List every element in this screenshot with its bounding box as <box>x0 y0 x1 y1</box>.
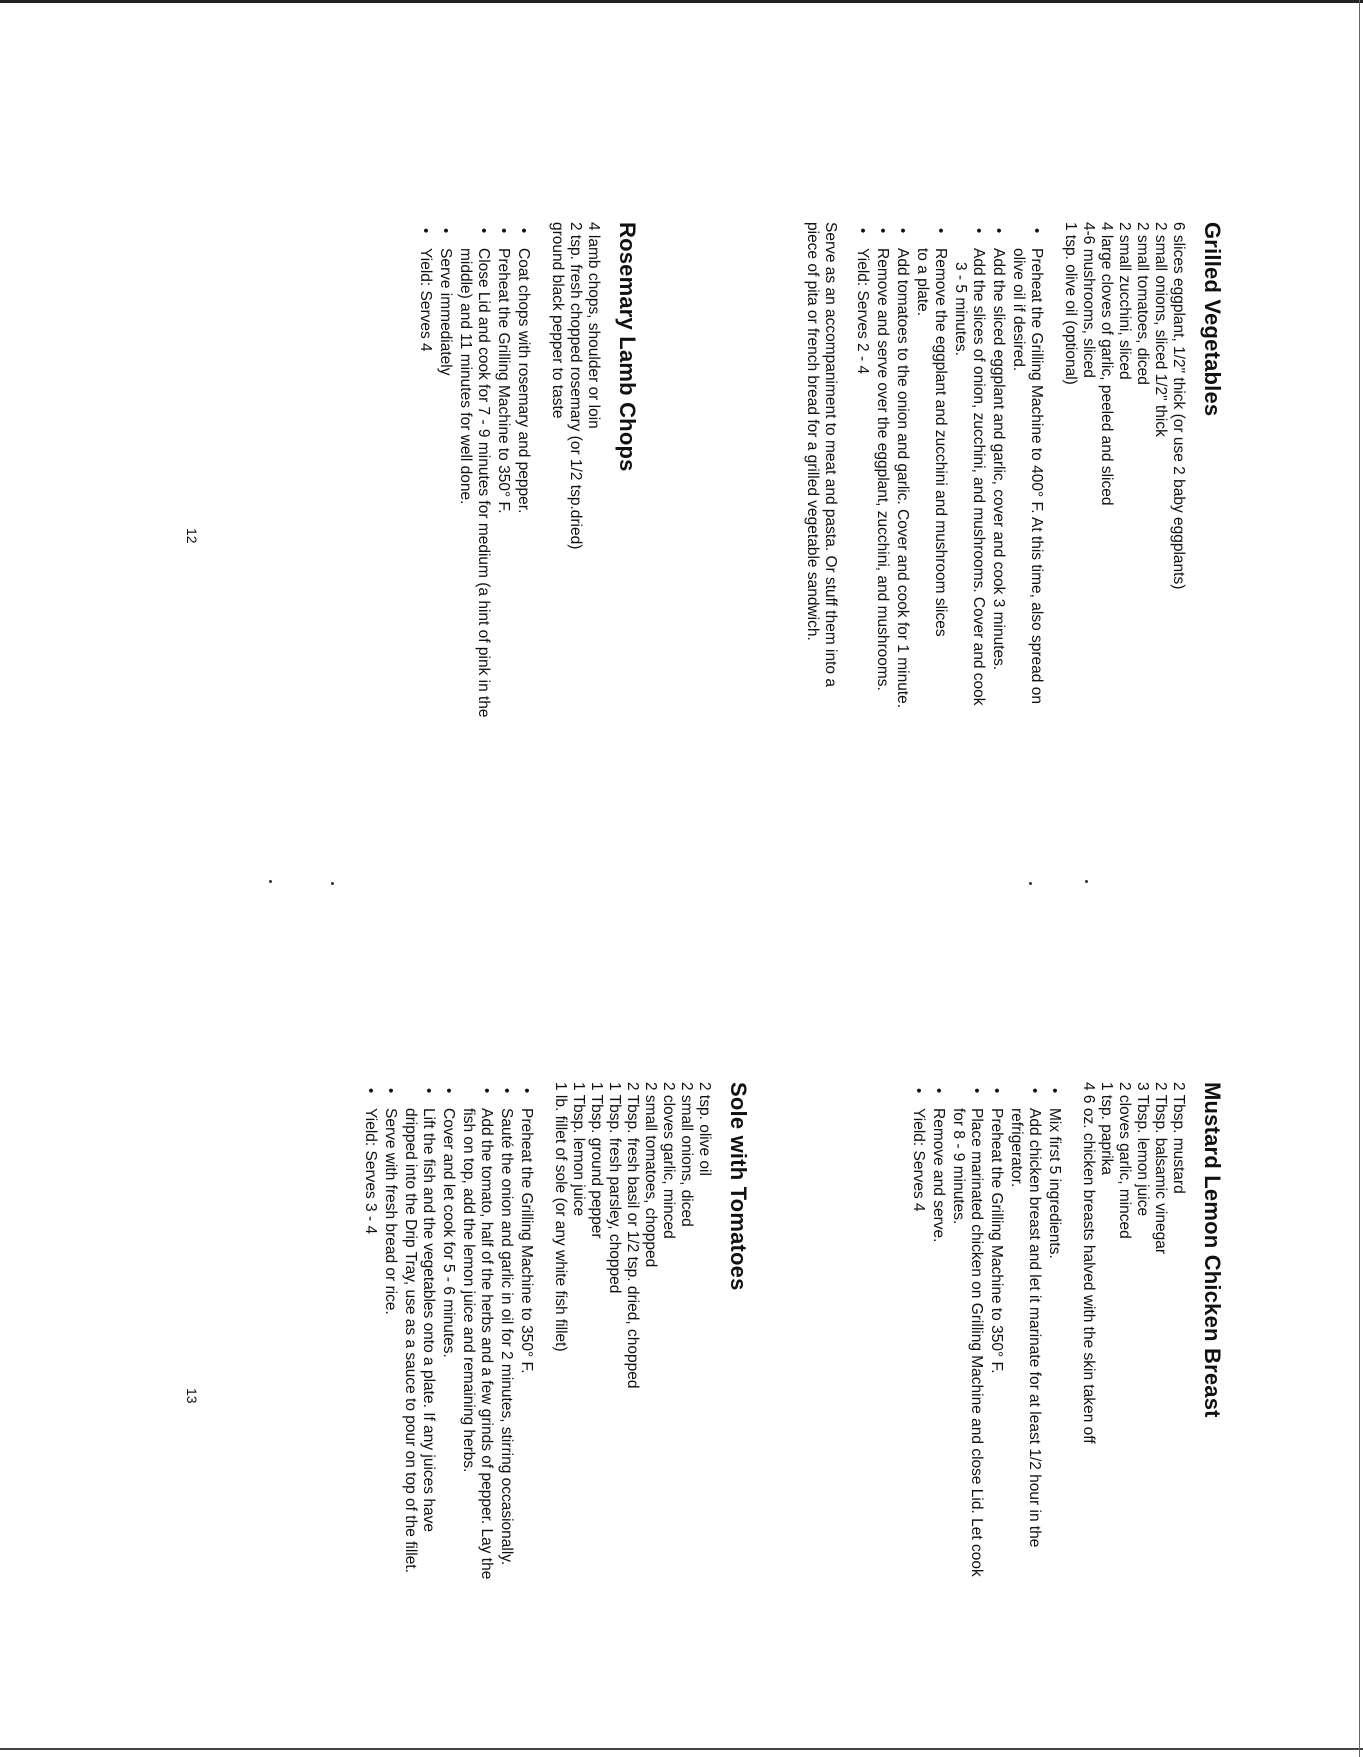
step: • Add the tomato, half of the herbs and a few grinds of pepper. Lay the fish on top, add the lemon juice and remaining herbs. <box>459 1082 495 1579</box>
recipe-title: Sole with Tomatoes <box>726 1082 751 1291</box>
ingredient-list <box>1061 222 1187 708</box>
scan-speck <box>1085 880 1088 883</box>
ingredient-list <box>548 222 602 718</box>
ingredient: 4 6 oz. chicken breasts halved with the skin taken off <box>1080 1082 1097 1444</box>
ingredient: 1 Tbsp. lemon juice <box>570 1082 587 1217</box>
step: • Preheat the Grilling Machine to 350° F. <box>494 222 512 718</box>
step: • Sauté the onion and garlic in oil for 2 minutes, stirring occasionally. <box>497 1082 515 1579</box>
step: • Preheat the Grilling Machine to 350° F. <box>517 1082 535 1579</box>
step: • Lift the fish and the vegetables onto a plate. If any juices have dripped into the Drip Tray, use as a sauce to pour on top of the fillet. <box>401 1082 437 1579</box>
recipe-title: Grilled Vegetables <box>1200 222 1225 417</box>
step-list <box>361 1082 535 1579</box>
ingredient: 2 small onions, sliced 1/2" thick <box>1152 222 1169 437</box>
scan-speck <box>1029 882 1032 885</box>
step: • Add the slices of onion, zucchini, and mushrooms. Cover and cook 3 - 5 minutes. <box>951 222 987 708</box>
step-list <box>853 222 1045 708</box>
ingredient: 1 Tbsp. ground pepper <box>588 1082 605 1239</box>
ingredient: 1 Tbsp. fresh parsley, chopped <box>606 1082 623 1294</box>
scan-right-edge <box>1359 0 1360 1757</box>
step: • Preheat the Grilling Machine to 400° F. At this time, also spread on olive oil if desired. <box>1009 222 1045 708</box>
step: • Remove and serve. <box>929 1082 947 1577</box>
ingredient: 3 Tbsp. lemon juice <box>1134 1082 1151 1217</box>
step: • Yield: Serves 3 - 4 <box>361 1082 379 1579</box>
serving-note: Serve as an accompaniment to meat and pasta. Or stuff them into a piece of pita or french bread for a grilled vegetable sandwich. <box>804 222 839 687</box>
step: • Add tomatoes to the onion and garlic. Cover and cook for 1 minute. <box>893 222 911 708</box>
recipe-sole-with-tomatoes <box>359 1082 751 1579</box>
ingredient: 2 Tbsp. fresh basil or 1/2 tsp. dried, chopped <box>624 1082 641 1389</box>
step: • Serve with fresh bread or rice. <box>381 1082 399 1579</box>
page-number-left: 12 <box>184 528 200 544</box>
step: • Yield: Serves 4 <box>909 1082 927 1577</box>
step: • Yield: Serves 2 - 4 <box>853 222 871 708</box>
step: • Remove the eggplant and zucchini and mushroom slices to a plate. <box>913 222 949 708</box>
step-list <box>909 1082 1063 1577</box>
ingredient: 2 small tomatoes, diced <box>1134 222 1151 385</box>
recipe-title: Mustard Lemon Chicken Breast <box>1200 1082 1225 1418</box>
step: • Close Lid and cook for 7 - 9 minutes for medium (a hint of pink in the middle) and 11 minutes for well done. <box>456 222 492 718</box>
step: • Serve immediately <box>436 222 454 718</box>
ingredient: ground black pepper to taste <box>549 222 566 419</box>
ingredient: 4-6 mushrooms, sliced <box>1080 222 1097 378</box>
step: • Remove and serve over the eggplant, zucchini, and mushrooms. <box>873 222 891 708</box>
ingredient: 2 small tomatoes, chopped <box>642 1082 659 1268</box>
step: • Add chicken breast and let it marinate for at least 1/2 hour in the refrigerator. <box>1007 1082 1043 1577</box>
ingredient: 2 cloves garlic, minced <box>1116 1082 1133 1239</box>
ingredient-list <box>1079 1082 1187 1577</box>
step: • Place marinated chicken on Grilling Machine and close Lid. Let cook for 8 - 9 minutes. <box>949 1082 985 1577</box>
scan-speck <box>331 882 334 885</box>
ingredient: 4 large cloves of garlic, peeled and sliced <box>1098 222 1115 506</box>
step: • Yield: Serves 4 <box>416 222 434 718</box>
ingredient: 2 tsp. olive oil <box>696 1082 713 1176</box>
ingredient: 1 tsp. paprika <box>1098 1082 1115 1176</box>
step-list <box>416 222 532 718</box>
step: • Cover and let cook for 5 - 6 minutes. <box>439 1082 457 1579</box>
ingredient: 2 small zucchini, sliced <box>1116 222 1133 380</box>
ingredient: 2 tsp. fresh chopped rosemary (or 1/2 tsp.dried) <box>567 222 584 550</box>
scan-bottom-edge <box>0 1748 1363 1750</box>
page-number-right: 13 <box>184 1388 200 1404</box>
ingredient: 2 small onions, diced <box>678 1082 695 1227</box>
ingredient: 6 slices eggplant, 1/2" thick (or use 2 baby eggplants) <box>1170 222 1187 590</box>
step: • Mix first 5 ingredients. <box>1045 1082 1063 1577</box>
ingredient: 2 Tbsp. mustard <box>1170 1082 1187 1194</box>
scan-top-edge <box>0 0 1363 3</box>
recipe-mustard-lemon-chicken-breast <box>907 1082 1225 1577</box>
ingredient: 1 tsp. olive oil (optional) <box>1062 222 1079 385</box>
ingredient: 1 lb. fillet of sole (or any white fish fillet) <box>552 1082 569 1352</box>
recipe-grilled-vegetables <box>803 222 1225 708</box>
ingredient: 4 lamb chops, shoulder or loin <box>585 222 602 429</box>
recipe-title: Rosemary Lamb Chops <box>615 222 640 472</box>
recipe-rosemary-lamb-chops <box>414 222 640 718</box>
ingredient: 2 Tbsp. balsamic vinegar <box>1152 1082 1169 1255</box>
ingredient-list <box>551 1082 713 1579</box>
scan-speck <box>269 880 272 883</box>
step: • Coat chops with rosemary and pepper. <box>514 222 532 718</box>
step: • Preheat the Grilling Machine to 350° F. <box>987 1082 1005 1577</box>
ingredient: 2 cloves garlic, minced <box>660 1082 677 1239</box>
step: • Add the sliced eggplant and garlic, cover and cook 3 minutes. <box>989 222 1007 708</box>
